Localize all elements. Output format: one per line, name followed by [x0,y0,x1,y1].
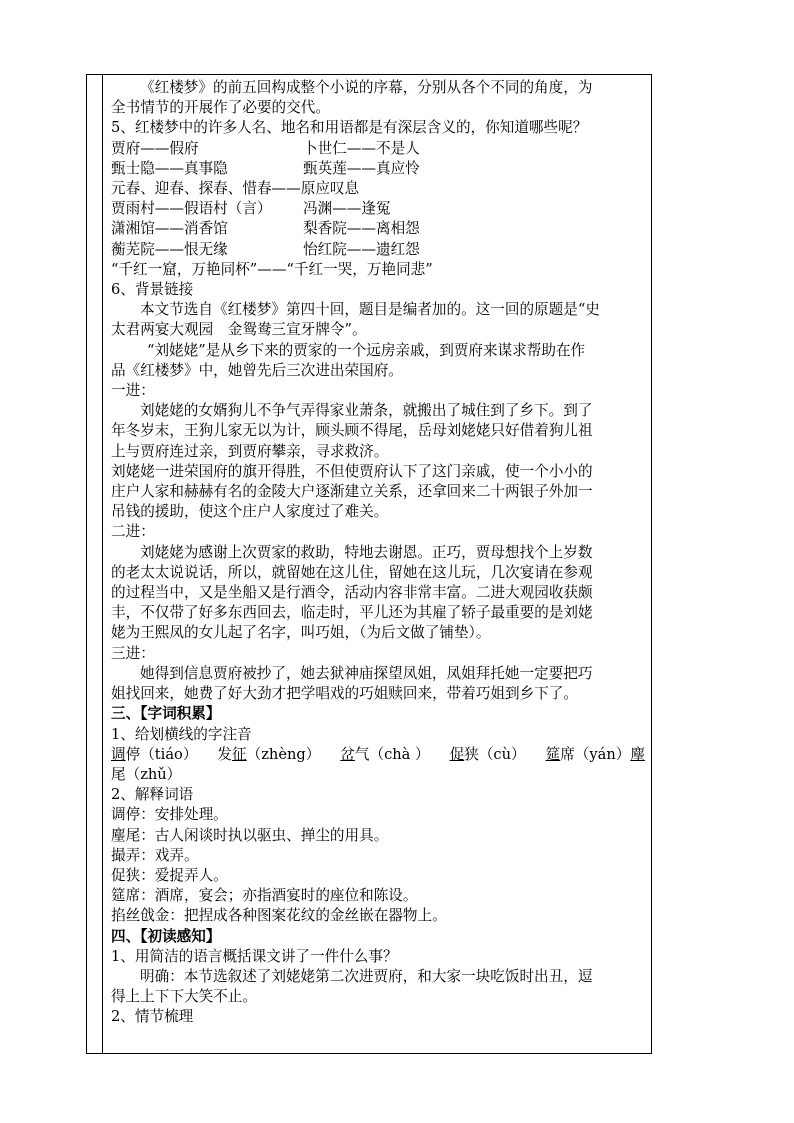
name-pair [111,240,645,260]
text-line: 全书情节的开展作了必要的交代。 [111,99,330,117]
pinyin-item: 调停（tiáo） [111,745,198,763]
text-line: 的老太太说说话，所以，就留她在这儿住，留她在这儿玩，几次宴请在参观 [111,563,593,581]
document-body [111,78,645,1028]
pinyin-line [111,745,645,765]
quote-line: “千红一窟，万艳同杯”——“千红一哭，万艳同悲” [111,260,433,278]
underlined-char: 调 [111,745,126,763]
definition: 筵席：酒席，宴会；亦指酒宴时的座位和陈设。 [111,887,418,905]
name-line: 元春、迎春、探春、惜春——原应叹息 [111,180,360,198]
left-column-divider [102,74,103,1054]
definition: 麈尾：古人闲谈时执以驱虫、掸尘的用具。 [111,826,389,844]
text-line: 刘姥姥为感谢上次贾家的救助，特地去谢恩。正巧，贾母想找个上岁数 [140,543,593,561]
pair-right: 卜世仁——不是人 [303,139,420,157]
pair-left: 潇湘馆——消香馆 [111,220,228,238]
pinyin-item: 发征（zhèng） [217,745,321,763]
pinyin-item: 筵席（yán）麈 [545,745,645,763]
underlined-char: 促 [449,745,465,763]
definition: 撮弄：戏弄。 [111,846,199,864]
text-line: 本文节选自《红楼梦》第四十回，题目是编者加的。这一回的原题是“史 [140,301,600,319]
section-3-heading: 三、【字词积累】 [111,705,221,723]
text-line: 年冬岁末，王狗儿家无以为计，顾头顾不得尾，岳母刘姥姥只好借着狗儿祖 [111,422,593,440]
name-pair [111,199,645,219]
pair-left: 蘅芜院——恨无缘 [111,240,228,258]
answer-line: 得上上下下大笑不止。 [111,988,257,1006]
pinyin-item: 促狭（cù） [449,745,526,763]
underlined-char: 筵 [545,745,561,763]
text-line: 的过程当中，又是坐船又是行酒令，活动内容非常丰富。二进大观园收获颇 [111,584,593,602]
text-line: 太君两宴大观园 金鸳鸯三宣牙牌令”。 [111,321,367,339]
underlined-char: 征 [232,745,247,763]
text-line: 刘姥姥的女婿狗儿不争气弄得家业萧条，就搬出了城住到了乡下。到了 [140,402,593,420]
underlined-char: 麈 [630,745,645,763]
definition: 掐丝戗金：把捏成各种图案花纹的金丝嵌在器物上。 [111,907,447,925]
text-line: 吊钱的援助，使这个庄户人家度过了难关。 [111,503,389,521]
text-line: 丰，不仅带了好多东西回去，临走时，平儿还为其雇了轿子最重要的是刘姥 [111,604,593,622]
visit-3-label: 三进： [111,644,155,662]
question-line: 2、解释词语 [111,786,194,804]
question-5: 5、红楼梦中的许多人名、地名和用语都是有深层含义的，你知道哪些呢？ [111,119,588,137]
text-line: 上与贾府连过亲，到贾府攀亲，寻求救济。 [111,442,389,460]
section-4-heading: 四、【初读感知】 [111,927,221,945]
text-line: 姐找回来，她费了好大劲才把学唱戏的巧姐赎回来，带着巧姐到乡下了。 [111,685,579,703]
name-pair [111,159,645,179]
text-line: 刘姥姥一进荣国府的旗开得胜，不但使贾府认下了这门亲戚，使一个小小的 [111,462,593,480]
pair-right: 梨香院——离相怨 [303,220,420,238]
heading-background: 6、背景链接 [111,281,194,299]
visit-1-label: 一进： [111,382,155,400]
underlined-char: 岔 [340,745,355,763]
question-line: 1、用简洁的语言概括课文讲了一件什么事？ [111,947,398,965]
pinyin-item: 岔气（chà ） [340,745,430,763]
definition: 调停：安排处理。 [111,806,228,824]
pair-left: 甄士隐——真事隐 [111,159,228,177]
pair-left: 贾雨村——假语村（言） [111,200,272,218]
question-line: 1、给划横线的字注音 [111,725,252,743]
pinyin-line-cont: 尾（zhǔ） [111,765,182,783]
name-pair [111,219,645,239]
text-line: 庄户人家和赫赫有名的金陵大户逐渐建立关系，还拿回来二十两银子外加一 [111,483,593,501]
visit-2-label: 二进： [111,523,155,541]
pair-left: 贾府——假府 [111,139,199,157]
text-line: “刘姥姥”是从乡下来的贾家的一个远房亲戚，到贾府来谋求帮助在作 [147,341,586,359]
question-line: 2、情节梳理 [111,1008,194,1026]
name-pair [111,139,645,159]
text-line: 《红楼梦》的前五回构成整个小说的序幕，分别从各个不同的角度，为 [140,79,593,96]
pair-right: 甄英莲——真应怜 [303,159,420,177]
pair-right: 怡红院——遗红怨 [303,240,420,258]
pair-right: 冯渊——逢冤 [303,200,391,218]
text-line: 品《红楼梦》中，她曾先后三次进出荣国府。 [111,361,403,379]
answer-line: 明确：本节选叙述了刘姥姥第二次进贾府，和大家一块吃饭时出丑，逗 [140,967,593,985]
definition: 促狭：爱捉弄人。 [111,866,228,884]
text-line: 她得到信息贾府被抄了，她去狱神庙探望凤姐，凤姐拜托她一定要把巧 [140,664,593,682]
text-line: 姥为王熙凤的女儿起了名字，叫巧姐，（为后文做了铺垫）。 [111,624,491,642]
